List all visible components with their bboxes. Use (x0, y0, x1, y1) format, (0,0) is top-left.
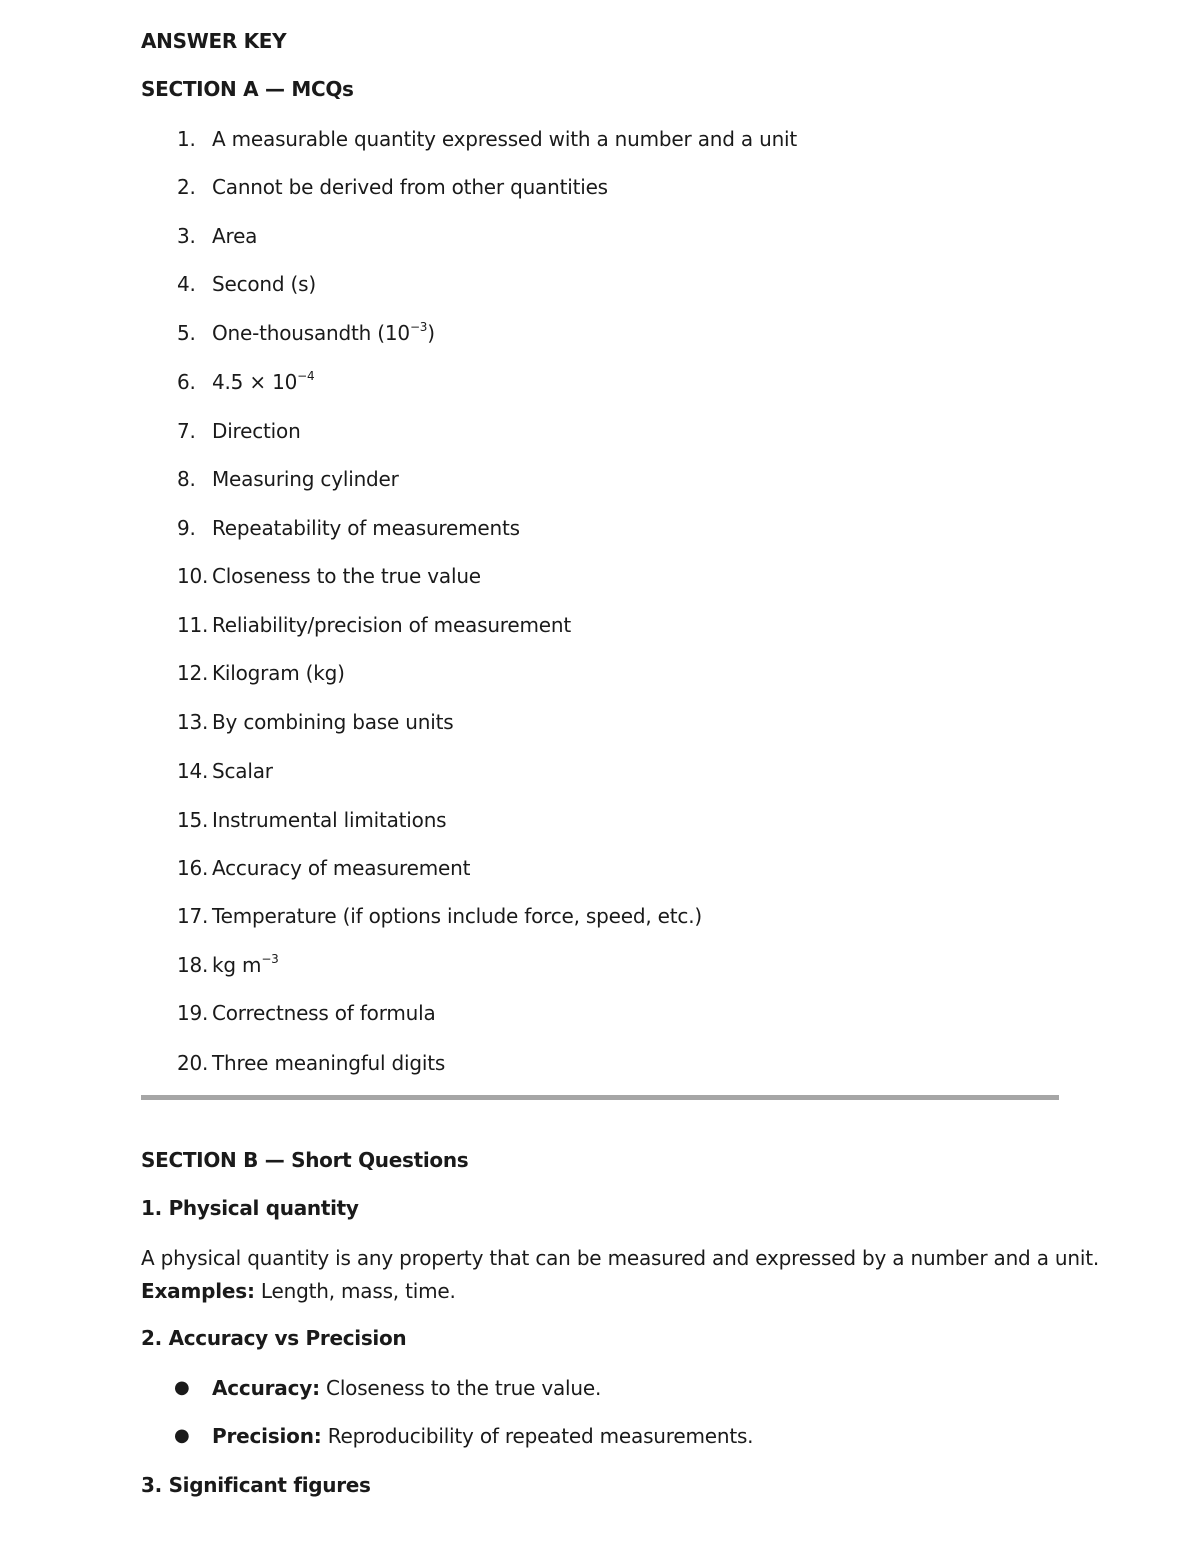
item-number: 13. (177, 710, 209, 734)
item-number: 19. (177, 1001, 209, 1025)
superscript-exponent: −4 (297, 369, 315, 384)
item-number: 3. (177, 224, 196, 248)
item-number: 17. (177, 904, 209, 928)
item-number: 6. (177, 370, 196, 394)
item-text: Reliability/precision of measurement (212, 613, 572, 637)
examples-label: Examples: (141, 1279, 255, 1303)
bullet-icon: ● (174, 1425, 190, 1446)
item-number: 11. (177, 613, 209, 637)
item-number: 7. (177, 419, 196, 443)
question-1-heading: 1. Physical quantity (141, 1196, 359, 1220)
item-text: Cannot be derived from other quantities (212, 175, 608, 199)
item-text: Correctness of formula (212, 1001, 436, 1025)
item-number: 1. (177, 127, 196, 151)
item-text: One-thousandth $(10^{-3})$ (212, 320, 435, 345)
question-1-body: A physical quantity is any property that can be measured and expressed by a number and a unit. (141, 1246, 1100, 1270)
item-number: 15. (177, 808, 209, 832)
item-text: Repeatability of measurements (212, 516, 520, 540)
item-number: 12. (177, 661, 209, 685)
item-text: By combining base units (212, 710, 454, 734)
bullet-label: Precision: (212, 1424, 322, 1448)
item-number: 20. (177, 1051, 209, 1075)
question-2-heading: 2. Accuracy vs Precision (141, 1326, 407, 1350)
item-text: Instrumental limitations (212, 808, 447, 832)
item-text: Measuring cylinder (212, 467, 399, 491)
bullet-text: Reproducibility of repeated measurements. (321, 1424, 754, 1448)
horizontal-divider (141, 1095, 1059, 1100)
section-b-heading: SECTION B — Short Questions (141, 1148, 469, 1172)
item-number: 2. (177, 175, 196, 199)
item-text: Scalar (212, 759, 273, 783)
item-text: Kilogram (kg) (212, 661, 345, 685)
item-number: 18. (177, 953, 209, 977)
bullet-text: Closeness to the true value. (319, 1376, 602, 1400)
bullet-icon: ● (174, 1377, 190, 1398)
item-number: 14. (177, 759, 209, 783)
section-a-heading: SECTION A — MCQs (141, 77, 354, 101)
item-number: 4. (177, 272, 196, 296)
item-text: Temperature (if options include force, speed, etc.) (212, 904, 702, 928)
question-3-heading: 3. Significant figures (141, 1473, 371, 1497)
item-text: A measurable quantity expressed with a number and a unit (212, 127, 798, 151)
item-text: Direction (212, 419, 301, 443)
superscript-exponent: −3 (261, 952, 279, 967)
question-1-examples (141, 1275, 456, 1307)
document-title: ANSWER KEY (141, 29, 287, 53)
item-text: Second (s) (212, 272, 316, 296)
item-text: $4.5 \times 10^{-4}$ (212, 369, 315, 394)
examples-text: Length, mass, time. (254, 1279, 456, 1303)
bullet-label: Accuracy: (212, 1376, 320, 1400)
item-text: Area (212, 224, 258, 248)
item-text: kg $m^{-3}$ (212, 952, 279, 977)
item-number: 5. (177, 321, 196, 345)
item-text: Closeness to the true value (212, 564, 481, 588)
superscript-exponent: −3 (409, 320, 428, 335)
item-text: Three meaningful digits (212, 1051, 446, 1075)
item-text: Accuracy of measurement (212, 856, 471, 880)
item-number: 10. (177, 564, 209, 588)
item-number: 9. (177, 516, 196, 540)
item-number: 16. (177, 856, 209, 880)
item-number: 8. (177, 467, 196, 491)
